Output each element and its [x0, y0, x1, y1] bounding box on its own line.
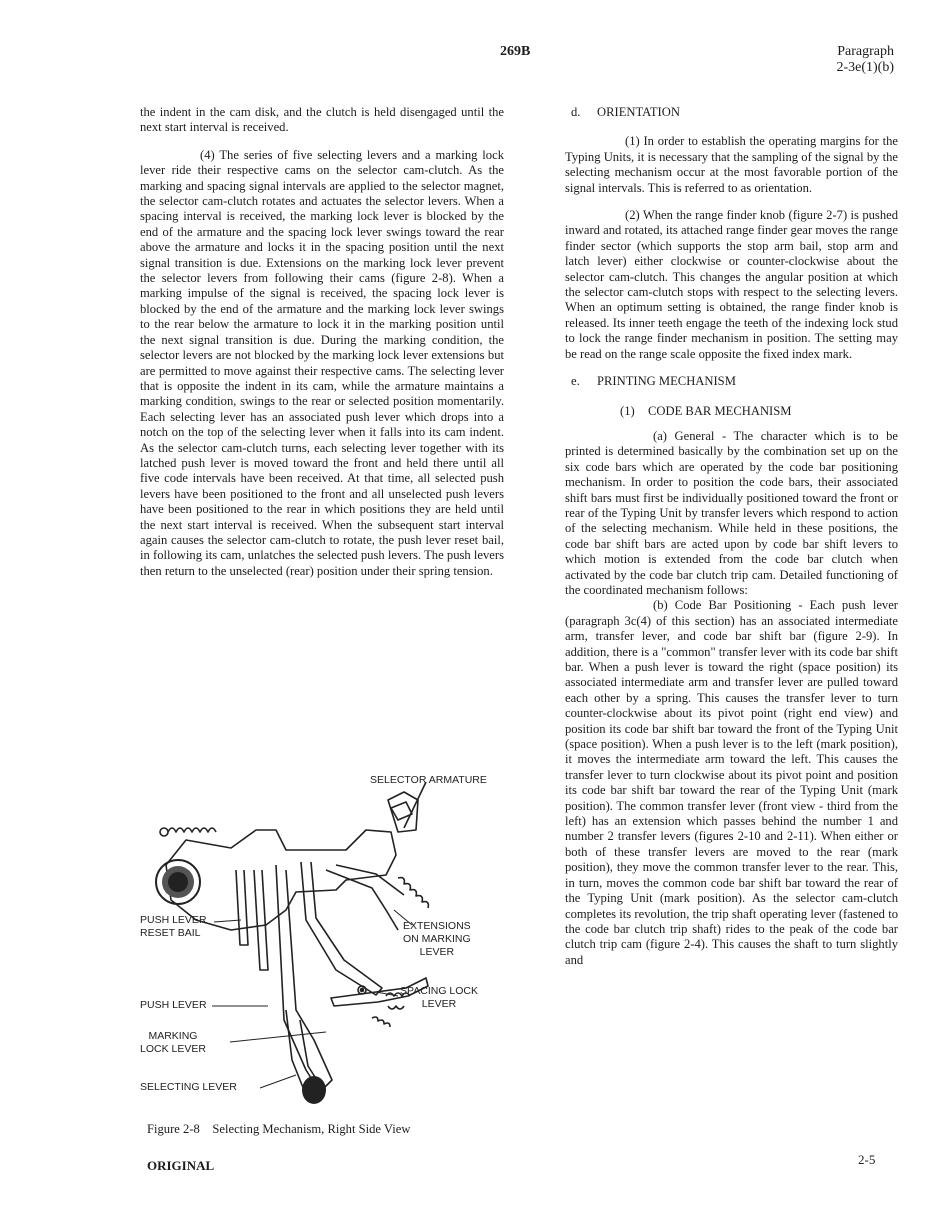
paragraph-continued: the indent in the cam disk, and the clutch is held disengaged until the next start interval is received.	[140, 105, 504, 135]
label-selector-armature: SELECTOR ARMATURE	[370, 774, 487, 786]
subsection-1-title: CODE BAR MECHANISM	[648, 403, 792, 418]
paragraph-b-code-bar-positioning: (b) Code Bar Positioning - Each push lever (paragraph 3c(4) of this section) has an associated intermediate arm, transfer lever, and code bar shift bar (figure 2-9). In addition, there is a "common" transfer lever with its code bar shift bar. When a push lever is toward the right (space position) its associated intermediate arm and transfer lever are pulled toward each other by a spring. This causes the transfer lever to turn counter-clockwise about its pivot point (right end view) and position its code bar shift bar toward the front of the Typing Unit (space position). When a push lever is to the left (mark position), it moves the intermediate arm toward the left. This causes the transfer lever to turn clockwise about its pivot point and position its code bar shift bar toward the rear of the Typing Unit (mark position). The common transfer lever (front view - third from the left) has an extension which passes behind the number 1 and number 2 transfer levers (figures 2-10 and 2-11). When either or both of these transfer levers are moved to the rear (mark position), they move the common transfer lever to the rear. This, in turn, moves the common code bar shift bar toward the rear of the Typing Unit (mark position). As the selector cam-clutch completes its revolution, the trip shaft operating lever (fastened to the code bar clutch trip shaft) rides to the peak of the code bar clutch trip cam (figure 2-4). This causes the shaft to turn slightly and	[565, 598, 898, 967]
paragraph-number: 2-3e(1)(b)	[836, 60, 894, 75]
label-marking-lock-lever: MARKING LOCK LEVER	[140, 1030, 206, 1055]
section-d-heading	[565, 105, 898, 120]
subsection-1-heading	[565, 404, 898, 419]
paragraph-4: (4) The series of five selecting levers and a marking lock lever ride their respective cams on the selector cam-clutch. As the marking and spacing signal intervals are applied to the selector magnet, the selector cam-clutch rotates and actuates the selector levers. When a spacing interval is received, the marking lock lever is blocked by the end of the armature and the spacing lock lever swings toward the rear above the armature and locks it in the spacing position until the next signal transition is due. Extensions on the marking lock lever prevent the selector levers from following their cams (figure 2-8). When a marking impulse of the signal is received, the spacing lock lever is blocked by the end of the armature and the marking lock lever swings to the rear below the armature to lock it in the marking position until the next signal transition is due. During the marking condition, the selector levers are not blocked by the marking lock lever extensions but are permitted to move against their respective cams. The selecting lever that is opposite the indent in its cam, while the armature maintains a marking condition, swings to the rear or selected position momentarily. Each selecting lever has an associated push lever which drops into a notch on the top of the selecting lever when it falls into its cam indent. As the selector cam-clutch turns, each selecting lever together with its latched push lever is moved toward the front and held there until all five code intervals have been received. At that time, all selected push levers have been positioned to the front and all unselected push levers have been positioned to the rear in which positions they are held until the next start interval is received. When the subsequent start interval again causes the selector cam-clutch to rotate, the push lever reset bail, in following its cam, unlatches the selected push levers. The push levers then return to the unselected (rear) position under their spring tension.	[140, 147, 504, 578]
paragraph-label: Paragraph	[837, 44, 894, 59]
section-d-title: ORIENTATION	[597, 105, 680, 119]
label-push-lever-reset-bail: PUSH LEVER RESET BAIL	[140, 914, 207, 939]
label-extensions-on-marking-lever: EXTENSIONS ON MARKING LEVER	[403, 920, 471, 958]
label-selecting-lever: SELECTING LEVER	[140, 1081, 237, 1093]
subsection-1-number: (1)	[620, 403, 635, 418]
figure-caption: Figure 2-8 Selecting Mechanism, Right Side View	[147, 1122, 411, 1136]
section-e-letter: e.	[571, 374, 580, 389]
figure-2-8	[136, 770, 506, 1110]
section-e-heading	[565, 374, 898, 389]
section-d-letter: d.	[571, 105, 581, 119]
paragraph-d1: (1) In order to establish the operating margins for the Typing Units, it is necessary that the sampling of the signal by the selecting mechanism occur at the most favorable portion of the signal intervals. This is referred to as orientation.	[565, 134, 898, 195]
label-push-lever: PUSH LEVER	[140, 999, 207, 1011]
paragraph-reference	[836, 44, 894, 76]
paragraph-a-general: (a) General - The character which is to be printed is determined basically by the combination set up on the six code bars which are operated by the code bar positioning mechanism. In order to position the code bars, their associated shift bars must first be individually positioned toward the front or rear of the Typing Unit by transfer levers which respond to action of the selecting mechanism. While held in these positions, the code bar shift bars are acted upon by code bar shift levers to which motion is extended from the code bar clutch when activated by the code bar clutch trip cam. Detailed functioning of the coordinated mechanism follows:	[565, 428, 898, 597]
left-column	[140, 105, 504, 579]
section-e-title: PRINTING MECHANISM	[597, 374, 736, 389]
label-spacing-lock-lever: SPACING LOCK LEVER	[400, 985, 478, 1010]
document-number: 269B	[500, 44, 531, 59]
page-number: 2-5	[858, 1152, 876, 1167]
paragraph-d2: (2) When the range finder knob (figure 2-7) is pushed inward and rotated, its attached range finder gear moves the range finder sector (which supports the stop arm bail, stop arm and latch lever) either clockwise or counter-clockwise about the selector cam-clutch. This changes the angular position at which the selector cam-clutch stops with respect to the selecting levers. When an optimum setting is obtained, the range finder knob is released. Its inner teeth engage the teeth of the indexing lock stud to lock the range finder mechanism in position. The setting may be read on the range scale opposite the fixed index mark.	[565, 208, 898, 361]
right-column	[565, 105, 898, 968]
footer-original: ORIGINAL	[147, 1158, 215, 1173]
